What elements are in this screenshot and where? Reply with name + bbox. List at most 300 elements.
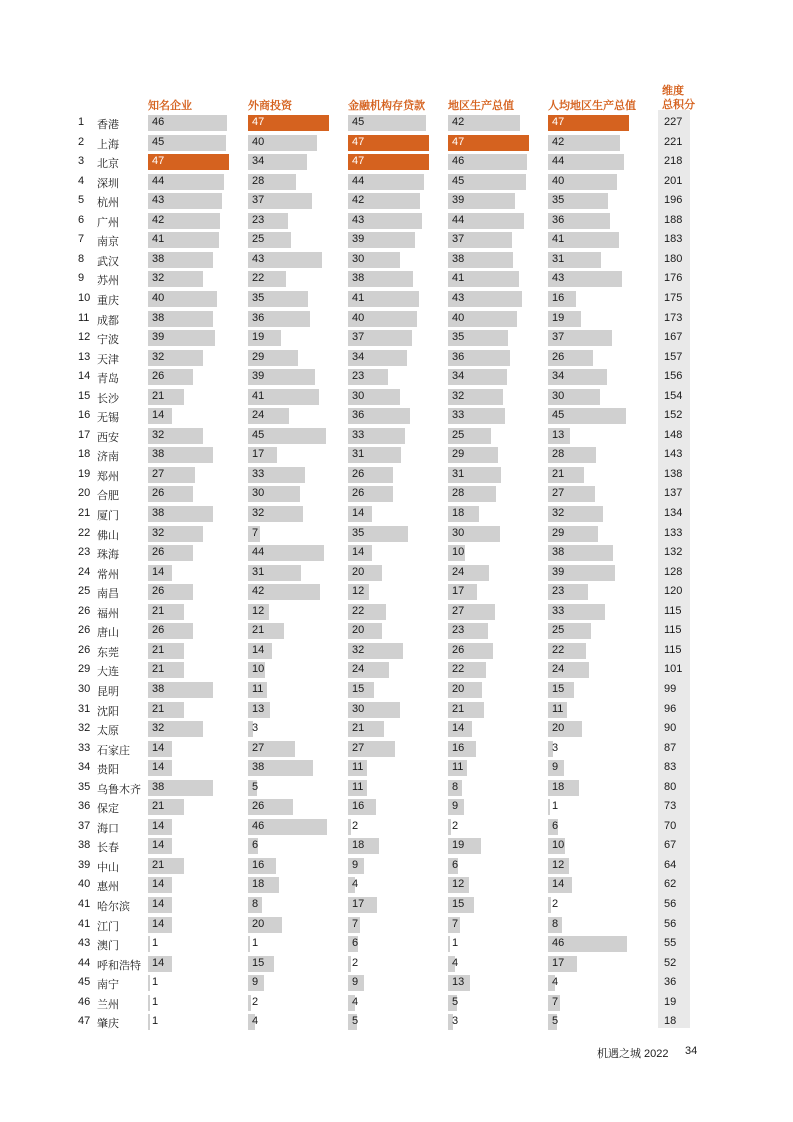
value-label: 14 [152, 917, 165, 930]
value-label: 2 [352, 819, 359, 832]
value-label: 36 [252, 311, 265, 324]
value-label: 9 [352, 858, 359, 871]
table-row [0, 700, 793, 720]
value-label: 14 [152, 956, 165, 969]
value-label: 18 [452, 507, 465, 519]
rank-label: 33 [78, 741, 91, 754]
value-label: 47 [352, 155, 365, 168]
value-label: 47 [152, 155, 165, 168]
value-label: 39 [252, 370, 265, 383]
value-label: 9 [452, 800, 459, 813]
table-row [0, 856, 793, 876]
city-label: 北京 [97, 158, 119, 171]
value-label: 28 [552, 448, 565, 461]
table-row [0, 660, 793, 680]
rank-label: 12 [78, 331, 91, 344]
total-score: 134 [664, 507, 683, 519]
value-label: 21 [452, 702, 465, 715]
value-label: 12 [452, 878, 465, 891]
city-label: 南昌 [97, 588, 119, 601]
table-row [0, 739, 793, 759]
city-label: 郑州 [97, 470, 119, 483]
rank-label: 20 [78, 487, 91, 500]
bar-mark [148, 936, 150, 952]
rank-label: 19 [78, 467, 91, 480]
total-header-line2: 总积分 [662, 99, 695, 111]
value-label: 41 [252, 389, 265, 402]
city-label: 宁波 [97, 334, 119, 347]
total-score: 132 [664, 546, 683, 559]
total-score: 73 [664, 800, 677, 813]
value-label: 25 [452, 428, 465, 441]
value-label: 24 [552, 663, 565, 676]
value-label: 22 [552, 643, 565, 656]
city-label: 惠州 [97, 881, 119, 894]
value-label: 20 [352, 624, 365, 637]
value-label: 45 [152, 135, 165, 148]
city-label: 兰州 [97, 998, 119, 1011]
rank-label: 35 [78, 780, 91, 793]
value-label: 21 [152, 702, 165, 715]
table-row [0, 465, 793, 485]
value-label: 40 [152, 291, 165, 304]
bar-mark [148, 995, 150, 1011]
rank-label: 10 [78, 291, 91, 304]
city-label: 沈阳 [97, 705, 119, 718]
value-label: 16 [252, 858, 265, 871]
value-label: 4 [252, 1015, 259, 1028]
value-label: 32 [152, 272, 165, 285]
value-label: 5 [252, 780, 259, 793]
rank-label: 43 [78, 937, 91, 950]
value-label: 20 [452, 682, 465, 695]
total-score: 175 [664, 291, 683, 304]
value-label: 20 [252, 917, 265, 930]
bar-mark [248, 936, 250, 952]
value-label: 38 [152, 780, 165, 793]
rank-label: 29 [78, 663, 91, 676]
total-score: 115 [664, 643, 682, 656]
table-row [0, 836, 793, 856]
value-label: 34 [252, 155, 265, 168]
value-label: 28 [452, 487, 465, 500]
rank-label: 45 [78, 976, 91, 989]
column-header-1: 知名企业 [148, 100, 192, 112]
value-label: 38 [152, 448, 165, 461]
rank-label: 30 [78, 682, 91, 695]
value-label: 32 [552, 507, 565, 519]
value-label: 21 [152, 800, 165, 813]
value-label: 17 [452, 585, 465, 598]
total-score: 18 [664, 1015, 677, 1028]
value-label: 40 [552, 174, 565, 187]
value-label: 42 [152, 213, 165, 226]
city-label: 太原 [97, 725, 119, 738]
value-label: 14 [152, 741, 165, 754]
rank-label: 46 [78, 995, 91, 1008]
city-label: 江门 [97, 920, 119, 933]
value-label: 15 [452, 898, 465, 910]
total-score: 173 [664, 311, 683, 324]
rank-label: 32 [78, 722, 91, 735]
table-row [0, 367, 793, 387]
table-row [0, 152, 793, 172]
city-label: 贵阳 [97, 764, 119, 777]
value-label: 36 [452, 350, 465, 363]
value-label: 38 [452, 252, 465, 265]
city-label: 长沙 [97, 392, 119, 405]
column-header-4: 地区生产总值 [448, 100, 514, 112]
table-row [0, 719, 793, 739]
value-label: 38 [152, 682, 165, 695]
value-label: 3 [252, 722, 259, 735]
footer-title: 机遇之城 2022 [597, 1048, 669, 1060]
city-label: 珠海 [97, 549, 119, 562]
total-score: 167 [664, 331, 683, 344]
city-label: 乌鲁木齐 [97, 783, 141, 796]
bar-mark [448, 936, 450, 952]
table-row [0, 211, 793, 231]
table-row [0, 445, 793, 465]
total-score: 152 [664, 409, 683, 422]
value-label: 14 [152, 898, 165, 910]
bar-mark [148, 1014, 150, 1030]
value-label: 2 [352, 956, 359, 969]
value-label: 27 [352, 741, 365, 754]
value-label: 15 [352, 682, 365, 695]
value-label: 8 [252, 898, 259, 910]
city-label: 合肥 [97, 490, 119, 503]
value-label: 32 [352, 643, 365, 656]
rank-label: 14 [78, 370, 91, 383]
value-label: 43 [152, 194, 165, 207]
value-label: 1 [152, 937, 159, 950]
value-label: 20 [352, 565, 365, 578]
bar-mark [148, 975, 150, 991]
city-label: 常州 [97, 568, 119, 581]
total-score: 56 [664, 917, 677, 930]
table-row [0, 172, 793, 192]
table-row [0, 269, 793, 289]
value-label: 39 [352, 233, 365, 246]
table-row [0, 289, 793, 309]
table-row [0, 797, 793, 817]
value-label: 44 [252, 546, 265, 559]
total-score: 227 [664, 116, 683, 128]
city-label: 保定 [97, 803, 119, 816]
value-label: 26 [452, 643, 465, 656]
value-label: 31 [352, 448, 365, 461]
value-label: 14 [352, 507, 365, 519]
rank-label: 24 [78, 565, 91, 578]
total-score: 188 [664, 213, 683, 226]
rank-label: 16 [78, 409, 91, 422]
city-label: 重庆 [97, 294, 119, 307]
table-row [0, 309, 793, 329]
value-label: 34 [452, 370, 465, 383]
value-label: 21 [152, 643, 165, 656]
total-score: 148 [664, 428, 683, 441]
value-label: 17 [352, 898, 365, 910]
value-label: 11 [252, 682, 264, 695]
rank-label: 37 [78, 819, 91, 832]
rank-label: 6 [78, 213, 85, 226]
column-header-5: 人均地区生产总值 [548, 100, 636, 112]
value-label: 11 [352, 761, 364, 774]
value-label: 3 [552, 741, 559, 754]
value-label: 13 [552, 428, 565, 441]
table-row [0, 895, 793, 915]
total-score: 157 [664, 350, 683, 363]
value-label: 26 [552, 350, 565, 363]
value-label: 41 [452, 272, 465, 285]
value-label: 5 [352, 1015, 359, 1028]
value-label: 25 [552, 624, 565, 637]
city-label: 南宁 [97, 979, 119, 992]
city-label: 大连 [97, 666, 119, 679]
column-header-3: 金融机构存贷款 [348, 100, 425, 112]
value-label: 40 [252, 135, 265, 148]
value-label: 46 [552, 937, 565, 950]
value-label: 44 [352, 174, 365, 187]
value-label: 29 [552, 526, 565, 539]
table-row [0, 191, 793, 211]
value-label: 47 [352, 135, 365, 148]
bar-mark [548, 897, 551, 913]
table-row [0, 817, 793, 837]
total-score: 19 [664, 995, 677, 1008]
value-label: 34 [552, 370, 565, 383]
bar-mark [448, 819, 451, 835]
rank-label: 18 [78, 448, 91, 461]
rank-label: 41 [78, 898, 91, 910]
total-score: 115 [664, 604, 682, 617]
value-label: 24 [352, 663, 365, 676]
total-score: 196 [664, 194, 683, 207]
value-label: 8 [452, 780, 459, 793]
total-score: 201 [664, 174, 683, 187]
value-label: 5 [552, 1015, 559, 1028]
table-row [0, 524, 793, 544]
value-label: 33 [252, 467, 265, 480]
value-label: 26 [252, 800, 265, 813]
value-label: 19 [252, 331, 265, 344]
value-label: 13 [452, 976, 465, 989]
value-label: 33 [452, 409, 465, 422]
value-label: 46 [152, 116, 165, 128]
value-label: 44 [552, 155, 565, 168]
total-score: 99 [664, 682, 677, 695]
value-label: 32 [152, 526, 165, 539]
value-label: 38 [152, 507, 165, 519]
value-label: 45 [352, 116, 365, 128]
value-label: 16 [352, 800, 365, 813]
value-label: 6 [552, 819, 559, 832]
value-label: 37 [452, 233, 465, 246]
value-label: 38 [552, 546, 565, 559]
table-row [0, 973, 793, 993]
total-score: 138 [664, 467, 683, 480]
table-row [0, 504, 793, 524]
value-label: 26 [152, 624, 165, 637]
total-score: 183 [664, 233, 683, 246]
rank-label: 34 [78, 761, 91, 774]
bar-mark [348, 819, 351, 835]
value-label: 42 [552, 135, 565, 148]
city-label: 石家庄 [97, 744, 130, 757]
value-label: 39 [552, 565, 565, 578]
total-score: 221 [664, 135, 683, 148]
value-label: 47 [452, 135, 465, 148]
value-label: 3 [452, 1015, 459, 1028]
value-label: 21 [252, 624, 265, 637]
value-label: 26 [152, 487, 165, 500]
table-row [0, 621, 793, 641]
value-label: 20 [552, 722, 565, 735]
value-label: 21 [152, 858, 165, 871]
city-label: 天津 [97, 353, 119, 366]
value-label: 27 [152, 467, 165, 480]
value-label: 35 [452, 331, 465, 344]
value-label: 9 [352, 976, 359, 989]
value-label: 44 [452, 213, 465, 226]
value-label: 43 [252, 252, 265, 265]
value-label: 37 [352, 331, 365, 344]
total-score: 115 [664, 624, 682, 637]
rank-label: 1 [78, 116, 85, 128]
value-label: 11 [452, 761, 464, 774]
value-label: 21 [152, 663, 165, 676]
value-label: 4 [552, 976, 559, 989]
value-label: 13 [252, 702, 265, 715]
value-label: 35 [552, 194, 565, 207]
value-label: 1 [152, 1015, 159, 1028]
table-row [0, 934, 793, 954]
value-label: 28 [252, 174, 265, 187]
total-score: 128 [664, 565, 683, 578]
city-label: 呼和浩特 [97, 959, 141, 972]
value-label: 4 [352, 878, 359, 891]
value-label: 2 [252, 995, 259, 1008]
total-score: 101 [664, 663, 683, 676]
value-label: 31 [452, 467, 465, 480]
value-label: 16 [552, 291, 565, 304]
city-label: 广州 [97, 216, 119, 229]
rank-label: 26 [78, 643, 91, 656]
rank-label: 9 [78, 272, 85, 285]
value-label: 17 [252, 448, 265, 461]
value-label: 26 [352, 487, 365, 500]
value-label: 30 [552, 389, 565, 402]
city-label: 武汉 [97, 255, 119, 268]
value-label: 2 [452, 819, 459, 832]
value-label: 11 [552, 702, 564, 715]
value-label: 5 [452, 995, 459, 1008]
value-label: 21 [152, 389, 165, 402]
table-row [0, 641, 793, 661]
value-label: 23 [452, 624, 465, 637]
value-label: 33 [352, 428, 365, 441]
total-score: 55 [664, 937, 677, 950]
value-label: 26 [352, 467, 365, 480]
value-label: 10 [552, 839, 565, 852]
total-score: 52 [664, 956, 677, 969]
value-label: 14 [152, 878, 165, 891]
value-label: 10 [452, 546, 465, 559]
rank-label: 25 [78, 585, 91, 598]
bar-mark [348, 956, 351, 972]
rank-label: 23 [78, 546, 91, 559]
value-label: 14 [452, 722, 465, 735]
total-header-line1: 维度 [662, 85, 684, 97]
rank-label: 41 [78, 917, 91, 930]
city-label: 东莞 [97, 646, 119, 659]
rank-label: 15 [78, 389, 91, 402]
total-score: 154 [664, 389, 683, 402]
value-label: 45 [452, 174, 465, 187]
city-label: 唐山 [97, 627, 119, 640]
rank-label: 47 [78, 1015, 91, 1028]
value-label: 21 [552, 467, 565, 480]
value-label: 30 [352, 252, 365, 265]
value-label: 27 [252, 741, 265, 754]
value-label: 32 [252, 507, 265, 519]
city-label: 上海 [97, 138, 119, 151]
value-label: 24 [452, 565, 465, 578]
total-score: 96 [664, 702, 677, 715]
table-row [0, 954, 793, 974]
value-label: 6 [252, 839, 259, 852]
table-row [0, 406, 793, 426]
value-label: 40 [452, 311, 465, 324]
value-label: 32 [152, 722, 165, 735]
rank-label: 7 [78, 233, 85, 246]
value-label: 36 [352, 409, 365, 422]
rank-label: 17 [78, 428, 91, 441]
value-label: 39 [152, 331, 165, 344]
table-row [0, 133, 793, 153]
value-label: 26 [152, 546, 165, 559]
value-label: 43 [352, 213, 365, 226]
value-label: 43 [452, 291, 465, 304]
value-label: 40 [352, 311, 365, 324]
table-row [0, 328, 793, 348]
value-label: 1 [552, 800, 559, 813]
value-label: 23 [552, 585, 565, 598]
rank-label: 38 [78, 839, 91, 852]
total-score: 120 [664, 585, 683, 598]
value-label: 36 [552, 213, 565, 226]
value-label: 1 [152, 995, 159, 1008]
value-label: 7 [552, 995, 559, 1008]
value-label: 12 [352, 585, 365, 598]
rank-label: 3 [78, 155, 85, 168]
rank-label: 8 [78, 252, 85, 265]
table-row [0, 680, 793, 700]
value-label: 6 [452, 858, 459, 871]
value-label: 18 [552, 780, 565, 793]
value-label: 14 [352, 546, 365, 559]
total-score: 133 [664, 526, 683, 539]
value-label: 29 [452, 448, 465, 461]
total-header [662, 84, 702, 112]
value-label: 9 [552, 761, 559, 774]
value-label: 41 [552, 233, 565, 246]
value-label: 35 [352, 526, 365, 539]
city-label: 青岛 [97, 373, 119, 386]
rank-label: 39 [78, 858, 91, 871]
value-label: 29 [252, 350, 265, 363]
